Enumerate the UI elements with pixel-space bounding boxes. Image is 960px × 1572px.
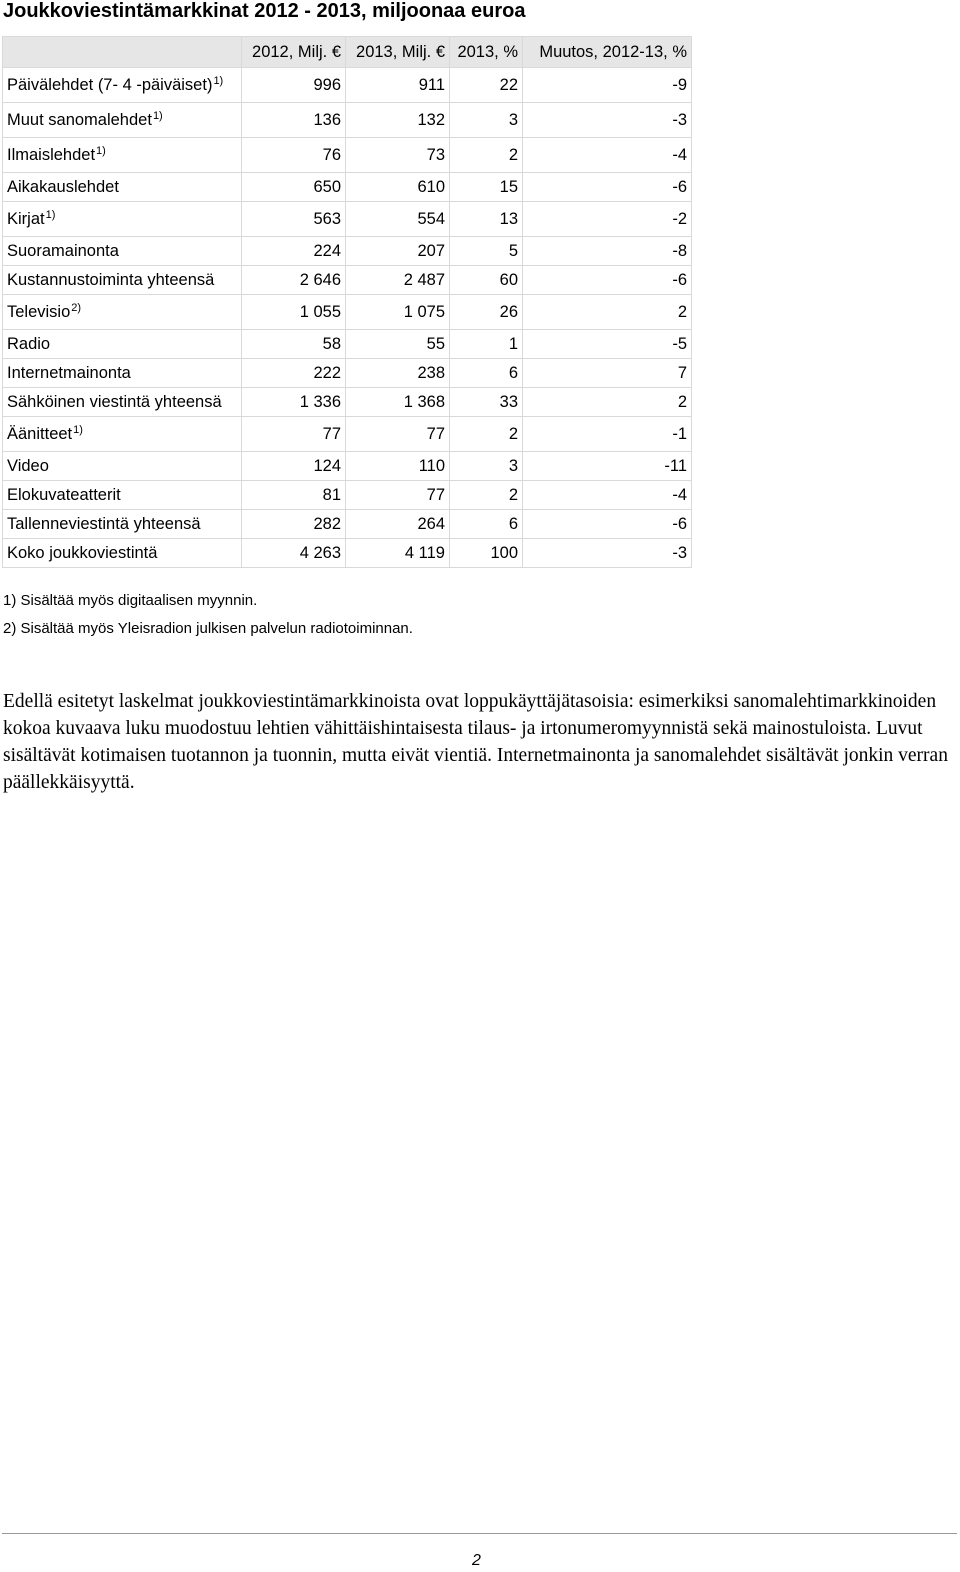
cell-pct: 5 — [450, 237, 523, 266]
table-row — [3, 138, 692, 173]
page-number: 2 — [472, 1552, 481, 1569]
row-label: Televisio — [7, 303, 71, 321]
cell-pct: 15 — [450, 173, 523, 202]
cell-pct: 3 — [450, 452, 523, 481]
row-label: Koko joukkoviestintä — [7, 543, 158, 562]
cell-v2012: 224 — [242, 237, 346, 266]
explanation-paragraph: Edellä esitetyt laskelmat joukkoviestintämarkkinoista ovat loppukäyttäjätasoisia: esimerkiksi sanomalehtimarkkinoiden kokoa kuvaava luku muodostuu lehtien vähittäishintaisesta tilaus- ja irtonumeromyynnistä sekä mainostuloista. Luvut sisältävät kotimaisen tuotannon ja tuonnin, mutta eivät vientiä. Internetmainonta ja sanomalehdet sisältävät jonkin verran päällekkäisyyttä. — [3, 691, 948, 793]
cell-v2013: 610 — [346, 173, 450, 202]
cell-v2013: 238 — [346, 359, 450, 388]
row-label: Aikakauslehdet — [7, 177, 119, 196]
cell-v2013: 207 — [346, 237, 450, 266]
row-label: Elokuvateatterit — [7, 485, 121, 504]
row-label: Muut sanomalehdet — [7, 111, 152, 129]
row-label: Kirjat — [7, 210, 45, 228]
cell-v2013: 1 075 — [346, 295, 450, 330]
cell-v2013: 4 119 — [346, 539, 450, 568]
row-label: Kustannustoiminta yhteensä — [7, 270, 215, 289]
row-label-cell — [3, 103, 242, 138]
footnote-ref: 1) — [96, 145, 106, 157]
cell-v2012: 563 — [242, 202, 346, 237]
header-label — [3, 37, 242, 68]
cell-change: -9 — [523, 68, 692, 103]
footnote-ref: 1) — [73, 424, 83, 436]
row-label: Äänitteet — [7, 425, 73, 443]
table-row — [3, 539, 692, 568]
row-label-cell — [3, 539, 242, 568]
cell-pct: 33 — [450, 388, 523, 417]
cell-v2012: 124 — [242, 452, 346, 481]
cell-v2013: 77 — [346, 481, 450, 510]
cell-change: -11 — [523, 452, 692, 481]
footnote-2: 2) Sisältää myös Yleisradion julkisen palvelun radiotoiminnan. — [3, 620, 413, 637]
cell-change: 7 — [523, 359, 692, 388]
cell-change: -5 — [523, 330, 692, 359]
row-label: Suoramainonta — [7, 241, 119, 260]
cell-v2012: 81 — [242, 481, 346, 510]
table-row — [3, 481, 692, 510]
row-label: Radio — [7, 334, 51, 353]
row-label-cell — [3, 481, 242, 510]
cell-v2013: 73 — [346, 138, 450, 173]
row-label: Päivälehdet (7- 4 -päiväiset) — [7, 76, 213, 94]
cell-v2013: 911 — [346, 68, 450, 103]
market-table — [2, 36, 692, 568]
table-row — [3, 173, 692, 202]
table-row — [3, 103, 692, 138]
cell-v2013: 132 — [346, 103, 450, 138]
row-label-cell — [3, 266, 242, 295]
cell-v2013: 2 487 — [346, 266, 450, 295]
cell-pct: 2 — [450, 417, 523, 452]
cell-v2012: 4 263 — [242, 539, 346, 568]
cell-v2012: 76 — [242, 138, 346, 173]
cell-pct: 6 — [450, 510, 523, 539]
cell-pct: 26 — [450, 295, 523, 330]
table-row — [3, 452, 692, 481]
table-row — [3, 266, 692, 295]
header-change: Muutos, 2012-13, % — [523, 37, 692, 68]
row-label: Sähköinen viestintä yhteensä — [7, 392, 222, 411]
row-label-cell — [3, 68, 242, 103]
cell-pct: 22 — [450, 68, 523, 103]
header-2012: 2012, Milj. € — [242, 37, 346, 68]
cell-v2012: 650 — [242, 173, 346, 202]
page-title: Joukkoviestintämarkkinat 2012 - 2013, miljoonaa euroa — [3, 0, 526, 22]
table-row — [3, 330, 692, 359]
row-label: Ilmaislehdet — [7, 146, 96, 164]
row-label-cell — [3, 295, 242, 330]
row-label-cell — [3, 510, 242, 539]
cell-pct: 2 — [450, 138, 523, 173]
cell-v2012: 136 — [242, 103, 346, 138]
cell-v2012: 77 — [242, 417, 346, 452]
cell-pct: 100 — [450, 539, 523, 568]
cell-pct: 13 — [450, 202, 523, 237]
cell-change: -4 — [523, 481, 692, 510]
cell-change: -6 — [523, 510, 692, 539]
cell-v2012: 996 — [242, 68, 346, 103]
header-pct: 2013, % — [450, 37, 523, 68]
cell-v2012: 1 055 — [242, 295, 346, 330]
row-label-cell — [3, 359, 242, 388]
cell-pct: 60 — [450, 266, 523, 295]
row-label: Tallenneviestintä yhteensä — [7, 514, 201, 533]
cell-change: -2 — [523, 202, 692, 237]
table-row — [3, 359, 692, 388]
row-label-cell — [3, 452, 242, 481]
table-row — [3, 68, 692, 103]
row-label: Video — [7, 456, 49, 475]
cell-v2013: 55 — [346, 330, 450, 359]
footnote-1: 1) Sisältää myös digitaalisen myynnin. — [3, 592, 258, 609]
table-row — [3, 202, 692, 237]
header-2013: 2013, Milj. € — [346, 37, 450, 68]
table-row — [3, 237, 692, 266]
cell-change: -6 — [523, 266, 692, 295]
row-label-cell — [3, 330, 242, 359]
cell-v2013: 554 — [346, 202, 450, 237]
table-row — [3, 388, 692, 417]
table-body — [3, 68, 692, 568]
cell-v2013: 77 — [346, 417, 450, 452]
footnote-ref: 1) — [45, 209, 56, 221]
cell-pct: 6 — [450, 359, 523, 388]
row-label-cell — [3, 417, 242, 452]
table-header-row — [3, 37, 692, 68]
row-label-cell — [3, 202, 242, 237]
cell-change: 2 — [523, 388, 692, 417]
footer-divider — [2, 1533, 957, 1534]
cell-v2013: 110 — [346, 452, 450, 481]
row-label-cell — [3, 173, 242, 202]
cell-change: -1 — [523, 417, 692, 452]
cell-v2012: 222 — [242, 359, 346, 388]
cell-change: -8 — [523, 237, 692, 266]
table-row — [3, 417, 692, 452]
cell-change: -3 — [523, 103, 692, 138]
cell-v2012: 2 646 — [242, 266, 346, 295]
footnote-ref: 1) — [213, 75, 224, 87]
row-label-cell — [3, 388, 242, 417]
table-row — [3, 295, 692, 330]
cell-v2012: 1 336 — [242, 388, 346, 417]
cell-v2013: 1 368 — [346, 388, 450, 417]
footnote-ref: 1) — [152, 110, 163, 122]
cell-change: -3 — [523, 539, 692, 568]
cell-v2012: 282 — [242, 510, 346, 539]
cell-change: 2 — [523, 295, 692, 330]
cell-v2012: 58 — [242, 330, 346, 359]
cell-change: -6 — [523, 173, 692, 202]
cell-pct: 1 — [450, 330, 523, 359]
row-label-cell — [3, 138, 242, 173]
footnote-ref: 2) — [71, 302, 82, 314]
row-label: Internetmainonta — [7, 363, 131, 382]
cell-v2013: 264 — [346, 510, 450, 539]
row-label-cell — [3, 237, 242, 266]
cell-change: -4 — [523, 138, 692, 173]
cell-pct: 3 — [450, 103, 523, 138]
cell-pct: 2 — [450, 481, 523, 510]
table-row — [3, 510, 692, 539]
